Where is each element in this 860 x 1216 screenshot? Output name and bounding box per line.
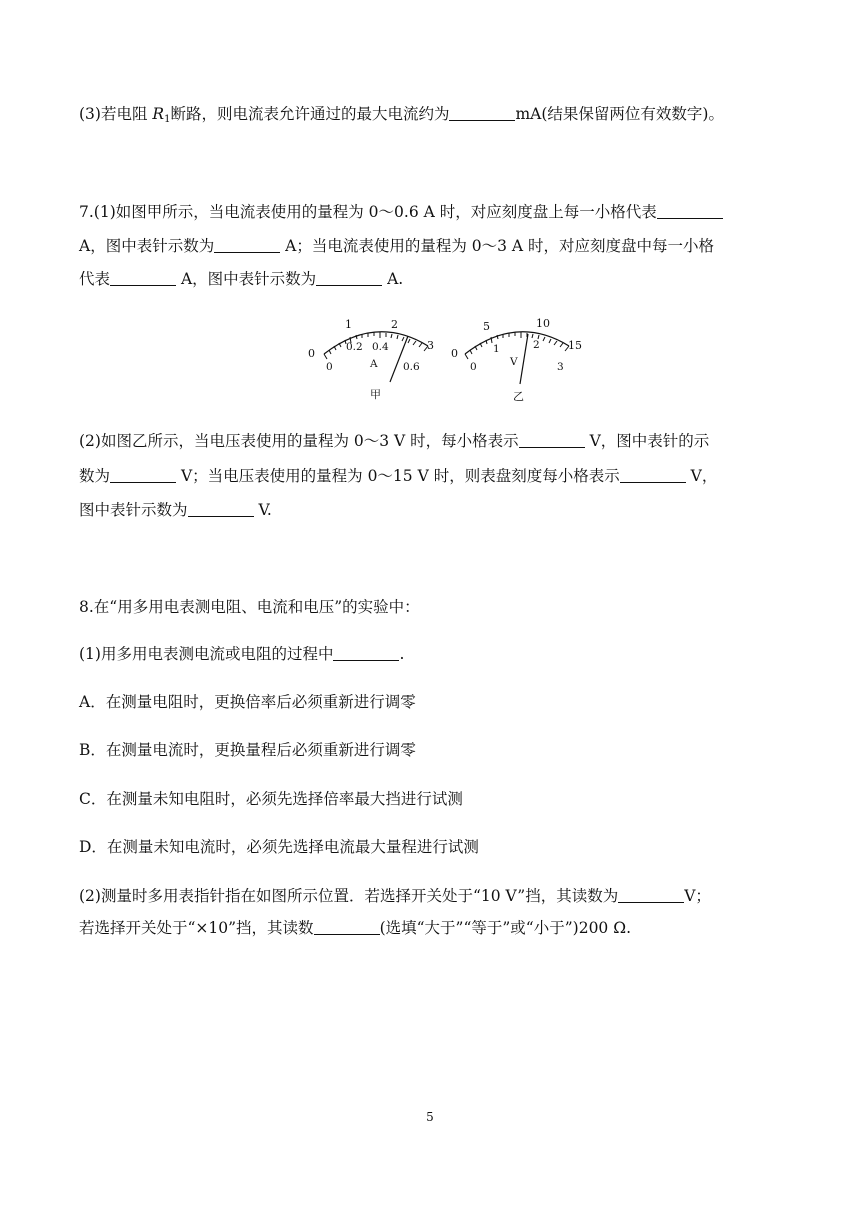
q8-part1-end: . bbox=[399, 645, 405, 663]
q7-part2-line2-text-a: 数为 bbox=[79, 467, 111, 485]
ammeter-unit-label: A bbox=[370, 358, 378, 370]
answer-blank bbox=[333, 645, 399, 661]
q8-option-c: C．在测量未知电阻时，必须先选择倍率最大挡进行试测 bbox=[79, 790, 463, 808]
voltmeter-unit-label: V bbox=[510, 356, 518, 368]
q6-part3 bbox=[79, 104, 724, 130]
voltmeter-inner-label: 1 bbox=[493, 343, 500, 355]
q7-part2-line2 bbox=[79, 466, 717, 486]
q6-part3-mid: 断路，则电流表允许通过的最大电流约为 bbox=[170, 105, 450, 123]
voltmeter-needle bbox=[520, 334, 528, 384]
q7-line2-text-b: A；当电流表使用的量程为 0～3 A 时，对应刻度盘中每一小格 bbox=[280, 237, 715, 255]
answer-blank bbox=[620, 467, 686, 483]
q6-part3-suffix: mA(结果保留两位有效数字)。 bbox=[515, 105, 724, 123]
voltmeter-outer-label: 10 bbox=[536, 317, 550, 330]
q7-part2-line1-text-a: (2)如图乙所示，当电压表使用的量程为 0～3 V 时，每小格表示 bbox=[79, 432, 519, 450]
q8-part2-line1 bbox=[79, 886, 711, 906]
q8-option-a: A．在测量电阻时，更换倍率后必须重新进行调零 bbox=[79, 693, 416, 711]
q8-option-b: B．在测量电流时，更换量程后必须重新进行调零 bbox=[79, 741, 416, 759]
q7-line2 bbox=[79, 236, 714, 256]
q8-part2-line1-end: V； bbox=[684, 887, 711, 905]
page-number: 5 bbox=[426, 1110, 434, 1124]
q7-part2-line3-text-b: V. bbox=[253, 501, 272, 519]
voltmeter-caption: 乙 bbox=[513, 390, 524, 403]
voltmeter-inner-label: 3 bbox=[557, 361, 564, 373]
ammeter-inner-label: 0 bbox=[326, 361, 333, 373]
answer-blank bbox=[314, 919, 380, 935]
answer-blank bbox=[449, 105, 515, 121]
ammeter-needle bbox=[390, 336, 408, 382]
q7-part2-line1 bbox=[79, 431, 709, 451]
ammeter-dial bbox=[308, 318, 434, 401]
q8-part2-line2-text-a: 若选择开关处于“×10”挡，其读数 bbox=[79, 919, 314, 937]
q8-part2-line1-text: (2)测量时多用表指针指在如图所示位置．若选择开关处于“10 V”挡，其读数为 bbox=[79, 887, 619, 905]
voltmeter-outer-label: 15 bbox=[568, 339, 582, 352]
q7-line3-text-a: 代表 bbox=[79, 270, 111, 288]
q7-line1-text: 7.(1)如图甲所示，当电流表使用的量程为 0～0.6 A 时，对应刻度盘上每一小格代表 bbox=[79, 203, 657, 221]
answer-blank bbox=[316, 270, 382, 286]
q8-title: 8.在“用多用电表测电阻、电流和电压”的实验中： bbox=[79, 598, 420, 616]
voltmeter-ticks bbox=[465, 332, 569, 359]
q8-part1 bbox=[79, 644, 404, 664]
answer-blank bbox=[110, 467, 176, 483]
ammeter-inner-label: 0.4 bbox=[372, 341, 389, 353]
answer-blank bbox=[519, 432, 585, 448]
answer-blank bbox=[110, 270, 176, 286]
ammeter-caption: 甲 bbox=[370, 388, 381, 401]
q7-part2-line1-text-b: V，图中表针的示 bbox=[584, 432, 710, 450]
q6-part3-prefix: (3)若电阻 bbox=[79, 105, 153, 123]
ammeter-outer-label: 3 bbox=[427, 339, 434, 352]
answer-blank bbox=[657, 203, 723, 219]
ammeter-outer-label: 1 bbox=[345, 318, 352, 331]
answer-blank bbox=[618, 887, 684, 903]
q8-part2-line2 bbox=[79, 918, 631, 938]
meter-figure bbox=[300, 312, 600, 404]
answer-blank bbox=[214, 237, 280, 253]
voltmeter-outer-label: 5 bbox=[483, 320, 490, 333]
q7-line1 bbox=[79, 202, 723, 222]
q7-line3-text-c: A. bbox=[382, 270, 404, 288]
ammeter-inner-label: 0.6 bbox=[403, 361, 420, 373]
ammeter-outer-label: 2 bbox=[391, 318, 398, 331]
q7-line3 bbox=[79, 269, 403, 289]
voltmeter-outer-label: 0 bbox=[451, 347, 458, 360]
q7-line3-text-b: A，图中表针示数为 bbox=[176, 270, 317, 288]
resistor-symbol: R bbox=[152, 105, 165, 123]
voltmeter-dial bbox=[451, 317, 582, 403]
answer-blank bbox=[188, 501, 254, 517]
q8-part1-text: (1)用多用电表测电流或电阻的过程中 bbox=[79, 645, 334, 663]
q7-part2-line3 bbox=[79, 500, 272, 520]
voltmeter-inner-label: 2 bbox=[533, 339, 540, 351]
q7-part2-line2-text-b: V；当电压表使用的量程为 0～15 V 时，则表盘刻度每小格表示 bbox=[176, 467, 620, 485]
voltmeter-inner-label: 0 bbox=[470, 361, 477, 373]
ammeter-inner-label: 0.2 bbox=[346, 341, 363, 353]
q8-option-d: D．在测量未知电流时，必须先选择电流最大量程进行试测 bbox=[79, 838, 479, 856]
q7-line2-text-a: A，图中表针示数为 bbox=[79, 237, 215, 255]
q7-part2-line2-text-c: V， bbox=[685, 467, 718, 485]
resistor-subscript: 1 bbox=[164, 114, 171, 125]
q7-part2-line3-text-a: 图中表针示数为 bbox=[79, 501, 188, 519]
q8-part2-line2-text-b: (选填“大于”“等于”或“小于”)200 Ω. bbox=[379, 919, 631, 937]
ammeter-outer-label: 0 bbox=[308, 347, 315, 360]
